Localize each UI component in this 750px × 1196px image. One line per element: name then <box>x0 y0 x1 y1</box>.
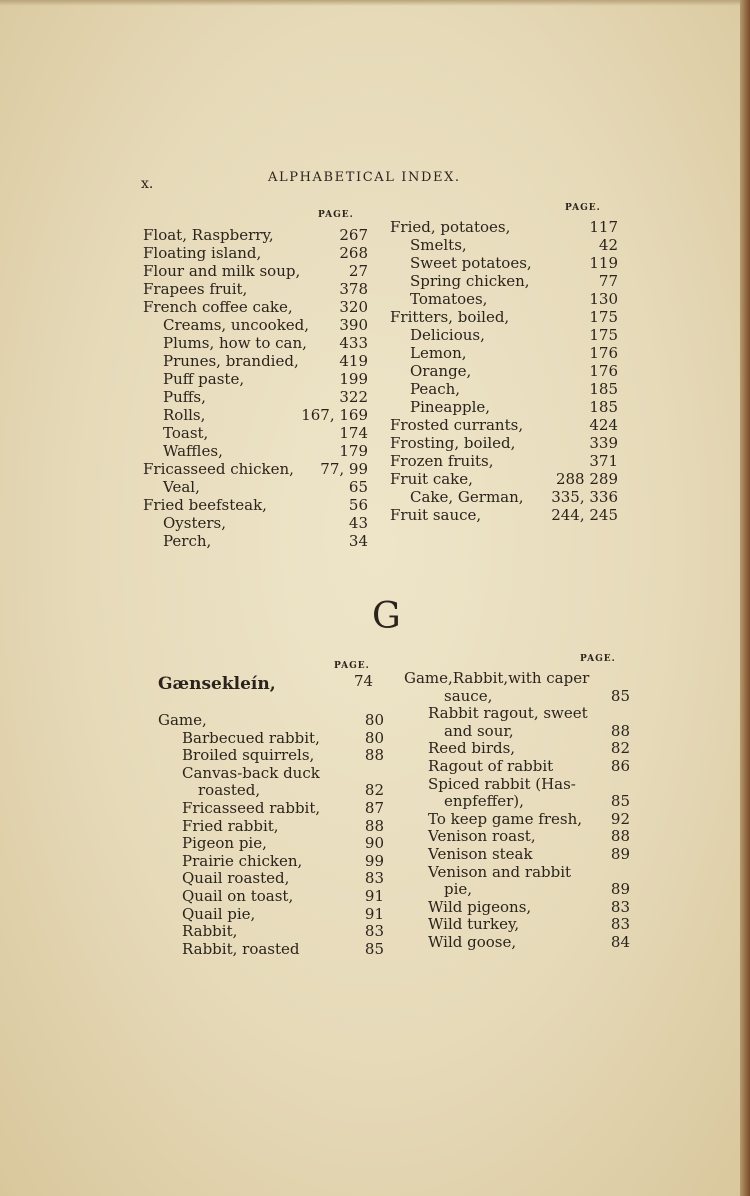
index-entry <box>404 934 630 952</box>
index-entry-page: 119 <box>589 254 618 272</box>
index-entry-text: Peach, <box>410 380 461 398</box>
index-entry <box>404 688 630 706</box>
index-entry <box>143 442 368 460</box>
page-number: x. <box>141 176 154 192</box>
index-entry <box>404 864 630 882</box>
index-entry-page: 424 <box>589 416 618 434</box>
index-entry-page: 185 <box>589 398 618 416</box>
index-entry <box>158 941 384 959</box>
index-entry-page: 80 <box>364 728 384 747</box>
index-entry-text: Canvas-back duck <box>182 763 320 782</box>
index-entry <box>390 488 618 506</box>
index-entry <box>143 352 368 370</box>
index-entry-page: 176 <box>589 362 618 380</box>
index-entry <box>390 236 618 254</box>
index-entry-page: 56 <box>348 496 368 514</box>
index-entry <box>158 765 384 783</box>
index-entry <box>404 881 630 899</box>
index-entry-text: Fried beefsteak, <box>143 496 267 514</box>
index-entry-text: sauce, <box>444 686 493 705</box>
index-entry-text: Frapees fruit, <box>143 280 248 298</box>
index-entry <box>390 254 618 272</box>
index-entry <box>143 406 368 424</box>
index-entry <box>158 906 384 924</box>
index-entry-page: 90 <box>364 834 384 853</box>
index-entry <box>390 452 618 470</box>
index-entry-text: Venison and rabbit <box>428 862 572 881</box>
index-entry-text: To keep game fresh, <box>428 809 582 828</box>
index-entry <box>390 290 618 308</box>
page-top-edge <box>0 0 750 6</box>
index-entry-text: Sweet potatoes, <box>410 254 532 272</box>
index-entry <box>143 226 368 244</box>
index-column-g-right <box>404 670 630 952</box>
index-entry-page: 288 289 <box>555 470 618 488</box>
index-entry-gaensekleín: Gænsekleín, <box>158 674 276 694</box>
index-entry <box>390 416 618 434</box>
index-entry <box>143 262 368 280</box>
index-entry-page: 335, 336 <box>551 488 618 506</box>
index-entry-text: Fruit sauce, <box>390 506 482 524</box>
index-entry-page: 34 <box>348 532 368 550</box>
index-entry <box>158 818 384 836</box>
index-entry-page: 174 <box>339 424 368 442</box>
index-entry-page: 199 <box>339 370 368 388</box>
index-entry-text: Lemon, <box>410 344 467 362</box>
section-letter: G <box>372 596 401 637</box>
index-entry-page: 378 <box>339 280 368 298</box>
index-entry-text: roasted, <box>198 781 261 800</box>
index-entry <box>404 705 630 723</box>
index-entry-text: Delicious, <box>410 326 485 344</box>
index-entry-page: 85 <box>610 686 630 705</box>
index-column-g-left <box>158 712 384 958</box>
index-entry <box>404 828 630 846</box>
index-entry <box>390 434 618 452</box>
index-entry-text: Quail roasted, <box>182 869 290 888</box>
index-entry-text: Tomatoes, <box>410 290 488 308</box>
index-entry-text: pie, <box>444 880 473 899</box>
index-entry <box>158 888 384 906</box>
index-entry <box>404 899 630 917</box>
index-entry <box>404 846 630 864</box>
index-entry-gaensekleín-page: 74 <box>354 672 374 690</box>
index-entry <box>390 326 618 344</box>
index-entry-text: Frozen fruits, <box>390 452 494 470</box>
index-entry <box>143 370 368 388</box>
index-entry-page: 43 <box>348 514 368 532</box>
index-entry-text: Rabbit, roasted <box>182 939 300 958</box>
index-entry-text: Cake, German, <box>410 488 524 506</box>
index-entry <box>390 398 618 416</box>
index-entry <box>404 758 630 776</box>
index-entry-page: 42 <box>598 236 618 254</box>
index-entry-page: 371 <box>589 452 618 470</box>
index-entry-text: Venison steak <box>428 844 533 863</box>
index-entry-page: 322 <box>339 388 368 406</box>
index-entry-text: Orange, <box>410 362 472 380</box>
index-entry-text: Creams, uncooked, <box>163 316 310 334</box>
index-entry-page: 86 <box>610 756 630 775</box>
index-entry-page: 185 <box>589 380 618 398</box>
index-entry-page: 99 <box>364 851 384 870</box>
index-entry-page: 130 <box>589 290 618 308</box>
index-entry-text: Pineapple, <box>410 398 491 416</box>
index-entry-page: 82 <box>364 781 384 800</box>
index-entry <box>143 388 368 406</box>
index-entry-text: Frosting, boiled, <box>390 434 516 452</box>
index-entry <box>158 747 384 765</box>
index-entry <box>390 506 618 524</box>
index-entry-page: 175 <box>589 308 618 326</box>
index-entry-page: 175 <box>589 326 618 344</box>
index-entry-page: 65 <box>348 478 368 496</box>
index-entry-page: 83 <box>610 915 630 934</box>
index-entry-page: 390 <box>339 316 368 334</box>
index-entry-text: Prairie chicken, <box>182 851 303 870</box>
index-entry-page: 176 <box>589 344 618 362</box>
index-entry-page: 80 <box>364 711 384 729</box>
page-column-heading-g-left: PAGE. <box>334 661 370 671</box>
index-entry <box>158 923 384 941</box>
index-entry-text: French coffee cake, <box>143 298 293 316</box>
index-entry-text: Puffs, <box>163 388 206 406</box>
index-entry-text: Fried rabbit, <box>182 816 279 835</box>
index-entry-text: Game,Rabbit,with caper <box>404 669 590 687</box>
index-entry <box>404 670 630 688</box>
index-entry-text: Wild turkey, <box>428 915 520 934</box>
index-entry-page: 27 <box>348 262 368 280</box>
index-entry-page: 117 <box>589 218 618 236</box>
index-entry-text: Fricasseed chicken, <box>143 460 294 478</box>
index-entry-text: Fricasseed rabbit, <box>182 798 321 817</box>
index-entry-text: Fried, potatoes, <box>390 218 511 236</box>
index-entry <box>143 460 368 478</box>
index-entry-text: Puff paste, <box>163 370 245 388</box>
index-entry-page: 84 <box>610 932 630 951</box>
index-entry <box>143 316 368 334</box>
index-entry-text: Pigeon pie, <box>182 834 267 853</box>
index-entry-page: 85 <box>610 792 630 811</box>
index-entry <box>143 478 368 496</box>
index-entry-page: 267 <box>339 226 368 244</box>
index-entry-text: Flour and milk soup, <box>143 262 301 280</box>
index-entry-text: Rolls, <box>163 406 206 424</box>
index-entry <box>158 853 384 871</box>
page-column-heading-left: PAGE. <box>318 210 354 220</box>
index-entry <box>143 334 368 352</box>
index-entry <box>390 362 618 380</box>
index-entry-page: 91 <box>364 886 384 905</box>
index-entry-text: Spring chicken, <box>410 272 530 290</box>
index-entry-page: 88 <box>610 827 630 846</box>
index-entry-page: 320 <box>339 298 368 316</box>
index-entry-text: Float, Raspberry, <box>143 226 274 244</box>
index-entry-text: Fruit cake, <box>390 470 473 488</box>
index-entry-page: 87 <box>364 798 384 817</box>
index-entry-text: Quail on toast, <box>182 886 294 905</box>
index-entry-text: Waffles, <box>163 442 223 460</box>
index-entry <box>158 782 384 800</box>
index-entry-page: 268 <box>339 244 368 262</box>
page-binding-edge <box>740 0 750 1196</box>
index-entry <box>404 776 630 794</box>
index-entry-page: 89 <box>610 844 630 863</box>
index-entry <box>390 470 618 488</box>
index-entry-page: 179 <box>339 442 368 460</box>
index-entry-page: 419 <box>339 352 368 370</box>
index-entry <box>143 298 368 316</box>
index-entry-text: Wild pigeons, <box>428 897 532 916</box>
index-entry-page: 85 <box>364 939 384 958</box>
index-entry-text: Reed birds, <box>428 739 516 758</box>
index-entry <box>158 730 384 748</box>
index-entry-text: Quail pie, <box>182 904 256 923</box>
index-entry <box>158 870 384 888</box>
index-entry-page: 244, 245 <box>551 506 618 524</box>
index-entry-text: Perch, <box>163 532 212 550</box>
index-entry <box>390 218 618 236</box>
page-title: ALPHABETICAL INDEX. <box>268 170 461 185</box>
index-entry <box>143 424 368 442</box>
index-entry-text: Oysters, <box>163 514 227 532</box>
index-column-f-left <box>143 226 368 550</box>
index-entry-page: 83 <box>364 869 384 888</box>
index-entry-text: Fritters, boiled, <box>390 308 510 326</box>
index-entry <box>143 244 368 262</box>
index-entry-text: Game, <box>158 711 207 729</box>
index-entry <box>158 712 384 730</box>
index-entry-text: Plums, how to can, <box>163 334 307 352</box>
index-entry <box>390 344 618 362</box>
index-entry <box>404 811 630 829</box>
index-entry-text: Frosted currants, <box>390 416 524 434</box>
index-entry-page: 339 <box>589 434 618 452</box>
index-entry <box>404 916 630 934</box>
index-entry-text: Wild goose, <box>428 932 517 951</box>
index-entry-text: Veal, <box>163 478 200 496</box>
index-entry <box>143 496 368 514</box>
index-entry-text: Rabbit ragout, sweet <box>428 704 588 723</box>
index-entry-text: Spiced rabbit (Has- <box>428 774 576 793</box>
index-entry-text: and sour, <box>444 721 514 740</box>
index-entry-text: Rabbit, <box>182 922 238 941</box>
index-entry-text: Toast, <box>163 424 209 442</box>
page-column-heading-g-right: PAGE. <box>580 654 616 664</box>
index-entry-text: Floating island, <box>143 244 262 262</box>
index-entry-page: 91 <box>364 904 384 923</box>
index-entry-text: Prunes, brandied, <box>163 352 299 370</box>
index-entry <box>404 793 630 811</box>
index-entry <box>390 272 618 290</box>
index-entry-page: 77, 99 <box>320 460 368 478</box>
index-entry-text: Ragout of rabbit <box>428 756 554 775</box>
index-entry-page: 83 <box>364 922 384 941</box>
index-entry-text: Broiled squirrels, <box>182 746 315 765</box>
index-entry-page: 92 <box>610 809 630 828</box>
index-entry-page: 88 <box>364 816 384 835</box>
index-entry <box>143 514 368 532</box>
index-entry-text: Barbecued rabbit, <box>182 728 320 747</box>
index-entry <box>404 740 630 758</box>
index-entry <box>158 835 384 853</box>
index-entry-page: 83 <box>610 897 630 916</box>
index-entry-page: 88 <box>364 746 384 765</box>
page-column-heading-right: PAGE. <box>565 203 601 213</box>
index-entry-page: 433 <box>339 334 368 352</box>
index-entry-page: 89 <box>610 880 630 899</box>
index-entry <box>404 723 630 741</box>
index-entry-page: 82 <box>610 739 630 758</box>
index-entry-text: Venison roast, <box>428 827 536 846</box>
index-entry-page: 77 <box>598 272 618 290</box>
index-entry <box>143 532 368 550</box>
index-entry <box>158 800 384 818</box>
index-entry <box>390 308 618 326</box>
index-entry-text: enpfeffer), <box>444 792 524 811</box>
index-entry-page: 88 <box>610 721 630 740</box>
index-entry-text: Smelts, <box>410 236 467 254</box>
index-entry <box>143 280 368 298</box>
index-column-f-right <box>390 218 618 524</box>
index-entry <box>390 380 618 398</box>
index-entry-page: 167, 169 <box>301 406 368 424</box>
